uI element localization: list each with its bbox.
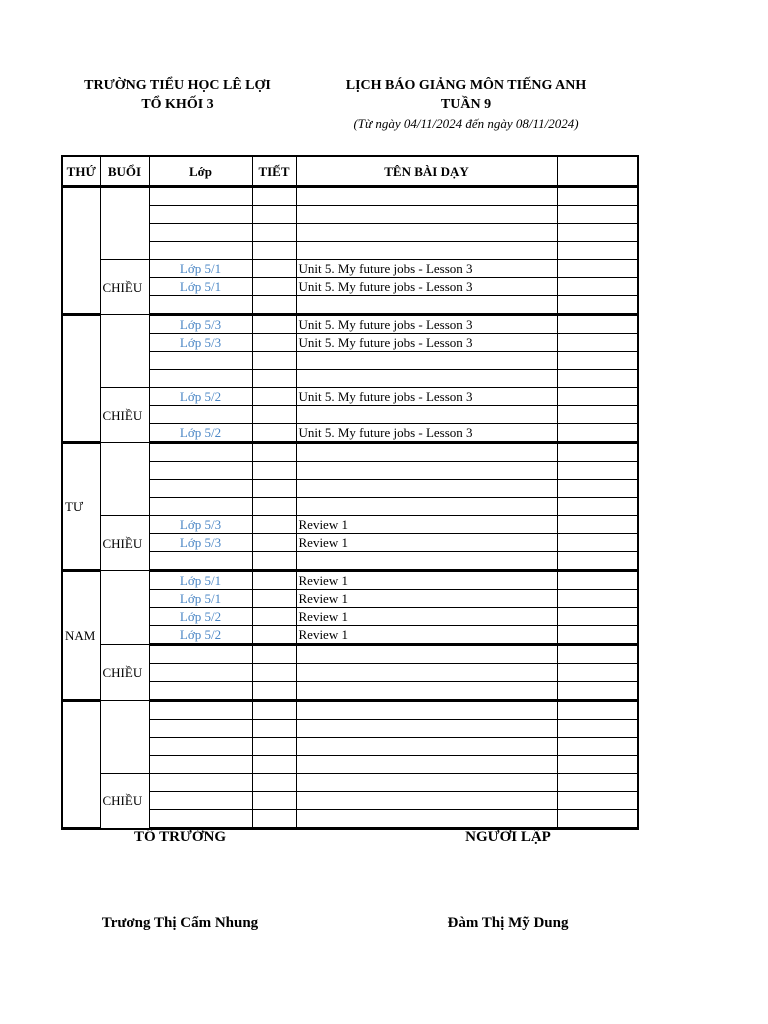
class-cell xyxy=(149,792,252,810)
notes-cell xyxy=(557,388,638,406)
table-row xyxy=(62,738,638,756)
class-cell xyxy=(149,810,252,829)
col-header-class: Lớp xyxy=(149,156,252,187)
lesson-cell xyxy=(296,224,557,242)
class-cell: Lớp 5/2 xyxy=(149,608,252,626)
table-row xyxy=(62,608,638,626)
class-cell xyxy=(149,664,252,682)
period-cell xyxy=(252,645,296,664)
schedule-body xyxy=(62,187,638,829)
date-range: (Từ ngày 04/11/2024 đến ngày 08/11/2024) xyxy=(353,116,579,131)
lesson-cell xyxy=(296,774,557,792)
lesson-cell: Review 1 xyxy=(296,608,557,626)
notes-cell xyxy=(557,756,638,774)
table-row xyxy=(62,242,638,260)
notes-cell xyxy=(557,571,638,590)
period-cell xyxy=(252,242,296,260)
class-cell xyxy=(149,756,252,774)
period-cell xyxy=(252,278,296,296)
class-cell: Lớp 5/2 xyxy=(149,626,252,645)
session-cell xyxy=(100,701,149,774)
col-header-day: THỨ xyxy=(62,156,100,187)
session-cell: CHIỀU xyxy=(100,645,149,701)
period-cell xyxy=(252,738,296,756)
period-cell xyxy=(252,810,296,829)
table-row xyxy=(62,534,638,552)
notes-cell xyxy=(557,206,638,224)
lesson-cell xyxy=(296,462,557,480)
period-cell xyxy=(252,498,296,516)
period-cell xyxy=(252,315,296,334)
class-cell xyxy=(149,682,252,701)
class-cell: Lớp 5/3 xyxy=(149,516,252,534)
table-row xyxy=(62,552,638,571)
class-cell: Lớp 5/1 xyxy=(149,260,252,278)
notes-cell xyxy=(557,443,638,462)
class-cell: Lớp 5/1 xyxy=(149,278,252,296)
lesson-cell: Review 1 xyxy=(296,626,557,645)
lesson-cell: Unit 5. My future jobs - Lesson 3 xyxy=(296,424,557,443)
notes-cell xyxy=(557,738,638,756)
period-cell xyxy=(252,296,296,315)
notes-cell xyxy=(557,224,638,242)
notes-cell xyxy=(557,242,638,260)
session-cell: CHIỀU xyxy=(100,260,149,315)
table-row xyxy=(62,571,638,590)
notes-cell xyxy=(557,260,638,278)
notes-cell xyxy=(557,424,638,443)
period-cell xyxy=(252,552,296,571)
table-row xyxy=(62,443,638,462)
lesson-cell: Unit 5. My future jobs - Lesson 3 xyxy=(296,260,557,278)
period-cell xyxy=(252,424,296,443)
table-row xyxy=(62,792,638,810)
notes-cell xyxy=(557,552,638,571)
class-cell xyxy=(149,774,252,792)
notes-cell xyxy=(557,516,638,534)
day-cell xyxy=(62,187,100,315)
class-cell xyxy=(149,738,252,756)
table-header-row xyxy=(62,156,638,187)
period-cell xyxy=(252,608,296,626)
period-cell xyxy=(252,462,296,480)
lesson-cell xyxy=(296,187,557,206)
period-cell xyxy=(252,664,296,682)
period-cell xyxy=(252,534,296,552)
lesson-cell: Review 1 xyxy=(296,516,557,534)
table-row xyxy=(62,626,638,645)
class-cell xyxy=(149,462,252,480)
notes-cell xyxy=(557,315,638,334)
table-row xyxy=(62,590,638,608)
table-row xyxy=(62,701,638,720)
class-cell: Lớp 5/1 xyxy=(149,590,252,608)
table-row xyxy=(62,352,638,370)
notes-cell xyxy=(557,352,638,370)
notes-cell xyxy=(557,626,638,645)
notes-cell xyxy=(557,334,638,352)
lesson-cell: Review 1 xyxy=(296,534,557,552)
left-signature-name: Trương Thị Cẩm Nhung xyxy=(101,915,259,931)
notes-cell xyxy=(557,278,638,296)
period-cell xyxy=(252,443,296,462)
table-row xyxy=(62,296,638,315)
lesson-cell: Unit 5. My future jobs - Lesson 3 xyxy=(296,388,557,406)
lesson-cell xyxy=(296,443,557,462)
notes-cell xyxy=(557,645,638,664)
period-cell xyxy=(252,590,296,608)
schedule-table xyxy=(61,155,639,830)
class-cell xyxy=(149,296,252,315)
class-cell xyxy=(149,552,252,571)
period-cell xyxy=(252,756,296,774)
col-header-period: TIẾT xyxy=(252,156,296,187)
table-row xyxy=(62,480,638,498)
table-row xyxy=(62,498,638,516)
notes-cell xyxy=(557,720,638,738)
lesson-cell xyxy=(296,352,557,370)
class-cell: Lớp 5/3 xyxy=(149,534,252,552)
class-cell xyxy=(149,370,252,388)
class-cell xyxy=(149,352,252,370)
group-name: TỔ KHỐI 3 xyxy=(141,97,214,112)
right-signature-name: Đàm Thị Mỹ Dung xyxy=(447,915,569,931)
period-cell xyxy=(252,774,296,792)
class-cell xyxy=(149,701,252,720)
day-cell xyxy=(62,701,100,829)
table-row xyxy=(62,516,638,534)
class-cell xyxy=(149,242,252,260)
period-cell xyxy=(252,720,296,738)
class-cell: Lớp 5/2 xyxy=(149,424,252,443)
table-row xyxy=(62,206,638,224)
lesson-cell xyxy=(296,296,557,315)
period-cell xyxy=(252,571,296,590)
lesson-cell: Unit 5. My future jobs - Lesson 3 xyxy=(296,315,557,334)
lesson-cell xyxy=(296,370,557,388)
session-cell: CHIỀU xyxy=(100,388,149,443)
period-cell xyxy=(252,388,296,406)
period-cell xyxy=(252,224,296,242)
day-cell: NAM xyxy=(62,571,100,701)
class-cell xyxy=(149,187,252,206)
notes-cell xyxy=(557,296,638,315)
session-cell: CHIỀU xyxy=(100,516,149,571)
notes-cell xyxy=(557,682,638,701)
notes-cell xyxy=(557,664,638,682)
lesson-cell: Review 1 xyxy=(296,571,557,590)
notes-cell xyxy=(557,608,638,626)
lesson-cell xyxy=(296,792,557,810)
table-row xyxy=(62,187,638,206)
period-cell xyxy=(252,701,296,720)
class-cell xyxy=(149,224,252,242)
lesson-cell xyxy=(296,498,557,516)
lesson-cell xyxy=(296,242,557,260)
lesson-cell xyxy=(296,206,557,224)
table-row xyxy=(62,756,638,774)
lesson-cell: Review 1 xyxy=(296,590,557,608)
table-row xyxy=(62,406,638,424)
lesson-cell xyxy=(296,480,557,498)
table-row xyxy=(62,278,638,296)
school-name: TRƯỜNG TIỂU HỌC LÊ LỢI xyxy=(84,78,271,93)
week-label: TUẦN 9 xyxy=(440,97,492,112)
period-cell xyxy=(252,187,296,206)
table-row xyxy=(62,388,638,406)
notes-cell xyxy=(557,187,638,206)
table-row xyxy=(62,664,638,682)
table-row xyxy=(62,462,638,480)
class-cell xyxy=(149,480,252,498)
class-cell xyxy=(149,443,252,462)
class-cell: Lớp 5/3 xyxy=(149,334,252,352)
session-cell xyxy=(100,315,149,388)
class-cell: Lớp 5/3 xyxy=(149,315,252,334)
notes-cell xyxy=(557,774,638,792)
session-cell xyxy=(100,571,149,645)
table-row xyxy=(62,224,638,242)
period-cell xyxy=(252,352,296,370)
col-header-session: BUỔI xyxy=(100,156,149,187)
table-row xyxy=(62,315,638,334)
table-row xyxy=(62,682,638,701)
period-cell xyxy=(252,516,296,534)
notes-cell xyxy=(557,406,638,424)
table-row xyxy=(62,720,638,738)
period-cell xyxy=(252,682,296,701)
class-cell xyxy=(149,645,252,664)
lesson-cell xyxy=(296,645,557,664)
col-header-lesson: TÊN BÀI DẠY xyxy=(296,156,557,187)
class-cell: Lớp 5/1 xyxy=(149,571,252,590)
notes-cell xyxy=(557,498,638,516)
notes-cell xyxy=(557,370,638,388)
lesson-cell xyxy=(296,810,557,829)
class-cell xyxy=(149,498,252,516)
class-cell: Lớp 5/2 xyxy=(149,388,252,406)
notes-cell xyxy=(557,480,638,498)
schedule-title: LỊCH BÁO GIẢNG MÔN TIẾNG ANH xyxy=(345,78,587,93)
notes-cell xyxy=(557,810,638,829)
lesson-cell xyxy=(296,720,557,738)
table-row xyxy=(62,370,638,388)
lesson-cell xyxy=(296,552,557,571)
lesson-cell: Unit 5. My future jobs - Lesson 3 xyxy=(296,278,557,296)
lesson-cell xyxy=(296,664,557,682)
session-cell: CHIỀU xyxy=(100,774,149,829)
notes-cell xyxy=(557,590,638,608)
left-signature-title: TỔ TRƯỞNG xyxy=(133,829,227,845)
lesson-cell: Unit 5. My future jobs - Lesson 3 xyxy=(296,334,557,352)
lesson-cell xyxy=(296,701,557,720)
class-cell xyxy=(149,206,252,224)
lesson-cell xyxy=(296,756,557,774)
period-cell xyxy=(252,626,296,645)
period-cell xyxy=(252,206,296,224)
notes-cell xyxy=(557,701,638,720)
table-row xyxy=(62,774,638,792)
right-signature-title: NGƯỜI LẬP xyxy=(465,829,551,845)
table-row xyxy=(62,334,638,352)
lesson-cell xyxy=(296,738,557,756)
lesson-cell xyxy=(296,406,557,424)
table-row xyxy=(62,645,638,664)
table-row xyxy=(62,260,638,278)
lesson-cell xyxy=(296,682,557,701)
notes-cell xyxy=(557,792,638,810)
session-cell xyxy=(100,443,149,516)
schedule-header xyxy=(316,76,616,133)
period-cell xyxy=(252,480,296,498)
session-cell xyxy=(100,187,149,260)
notes-cell xyxy=(557,534,638,552)
period-cell xyxy=(252,334,296,352)
school-header xyxy=(60,76,295,114)
notes-cell xyxy=(557,462,638,480)
period-cell xyxy=(252,406,296,424)
period-cell xyxy=(252,370,296,388)
period-cell xyxy=(252,792,296,810)
day-cell xyxy=(62,315,100,443)
day-cell: TƯ xyxy=(62,443,100,571)
col-header-notes xyxy=(557,156,638,187)
period-cell xyxy=(252,260,296,278)
table-row xyxy=(62,424,638,443)
table-row xyxy=(62,810,638,829)
class-cell xyxy=(149,720,252,738)
class-cell xyxy=(149,406,252,424)
